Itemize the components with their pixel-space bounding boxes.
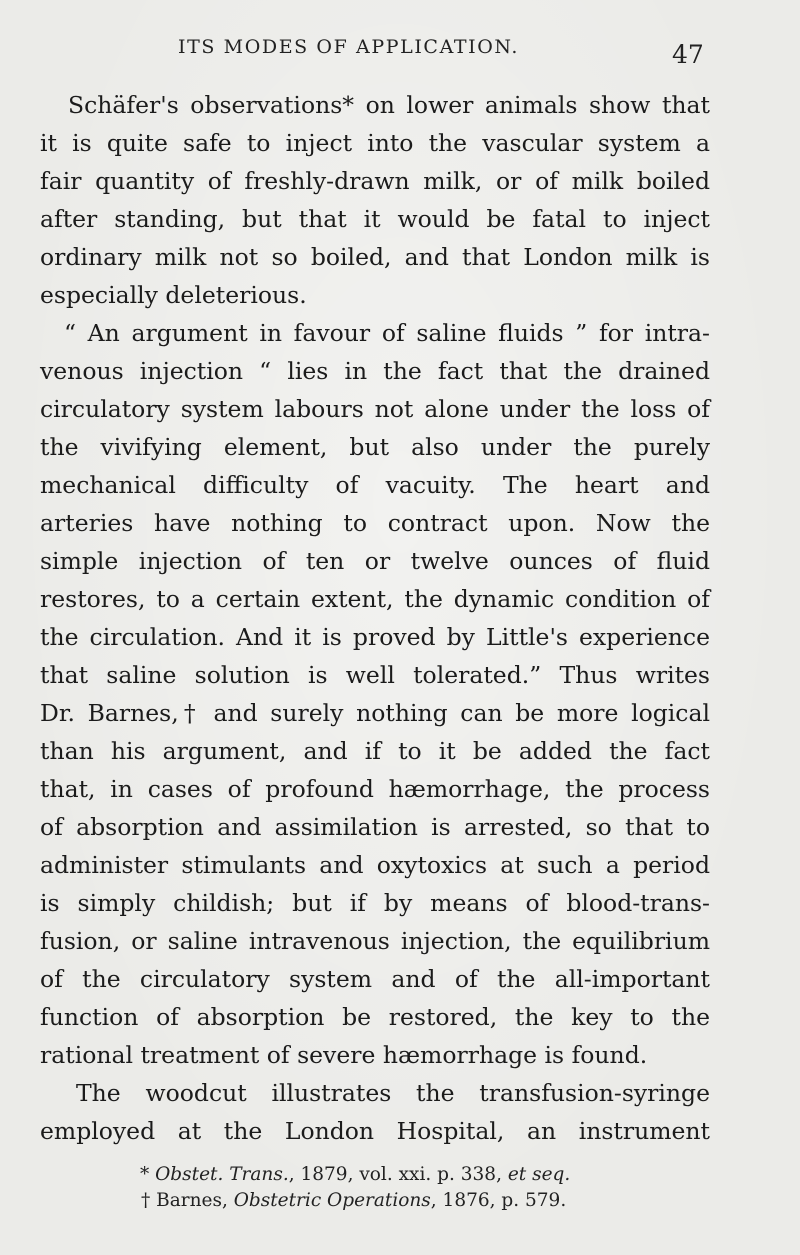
- text-line: fair quantity of freshly-drawn milk, or of milk boiled: [40, 167, 710, 195]
- text-line: administer stimulants and oxytoxics at such a period: [40, 851, 710, 879]
- text-line: is simply childish; but if by means of blood-trans-: [40, 889, 710, 917]
- text-line: The woodcut illustrates the transfusion-syringe: [76, 1079, 710, 1107]
- text-line: especially deleterious.: [40, 281, 307, 309]
- footnote-source: Obstet. Trans.: [155, 1164, 289, 1185]
- body-text: [40, 86, 710, 1150]
- text-line: than his argument, and if to it be added the fact: [40, 737, 710, 765]
- text-line: it is quite safe to inject into the vascular system a: [40, 129, 710, 157]
- text-line: rational treatment of severe hæmorrhage is found.: [40, 1041, 648, 1069]
- text-line: of absorption and assimilation is arrested, so that to: [40, 813, 710, 841]
- text-line: venous injection “ lies in the fact that the drained: [40, 357, 710, 385]
- text-line: Schäfer's observations* on lower animals show that: [68, 91, 710, 119]
- page-number: 47: [672, 40, 704, 69]
- text-line: function of absorption be restored, the key to the: [40, 1003, 710, 1031]
- footnote-trailing: et seq.: [507, 1164, 571, 1185]
- text-line: restores, to a certain extent, the dynamic condition of: [40, 585, 710, 613]
- text-line: circulatory system labours not alone under the loss of: [40, 395, 710, 423]
- text-line: fusion, or saline intravenous injection, the equilibrium: [40, 927, 710, 955]
- footnote-1: [140, 1162, 680, 1188]
- footnote-mark: *: [140, 1164, 150, 1185]
- running-head-title: ITS MODES OF APPLICATION.: [178, 36, 520, 58]
- footnote-details: , 1879, vol. xxi. p. 338,: [288, 1164, 508, 1185]
- footnote-details: , 1876, p. 579.: [430, 1190, 567, 1211]
- text-line: the vivifying element, but also under the purely: [40, 433, 710, 461]
- text-line: employed at the London Hospital, an instrument: [40, 1117, 710, 1145]
- footnote-2: [140, 1188, 680, 1214]
- text-line: ordinary milk not so boiled, and that London milk is: [40, 243, 710, 271]
- text-line: that, in cases of profound hæmorrhage, the process: [40, 775, 710, 803]
- text-line: Dr. Barnes,† and surely nothing can be more logical: [40, 699, 710, 727]
- text-line: simple injection of ten or twelve ounces of fluid: [40, 547, 710, 575]
- text-line: arteries have nothing to contract upon. Now the: [40, 509, 710, 537]
- text-line: mechanical difficulty of vacuity. The heart and: [40, 471, 710, 499]
- text-line: that saline solution is well tolerated.” Thus writes: [40, 661, 710, 689]
- footnote-author: Barnes,: [156, 1190, 234, 1211]
- text-line: after standing, but that it would be fatal to inject: [40, 205, 710, 233]
- footnotes: [140, 1162, 680, 1214]
- text-line: the circulation. And it is proved by Little's experience: [40, 623, 710, 651]
- footnote-mark: †: [141, 1190, 151, 1211]
- footnote-title: Obstetric Operations: [233, 1190, 431, 1211]
- text-line: of the circulatory system and of the all-important: [40, 965, 710, 993]
- text-line: “ An argument in favour of saline fluids ” for intra-: [64, 319, 710, 347]
